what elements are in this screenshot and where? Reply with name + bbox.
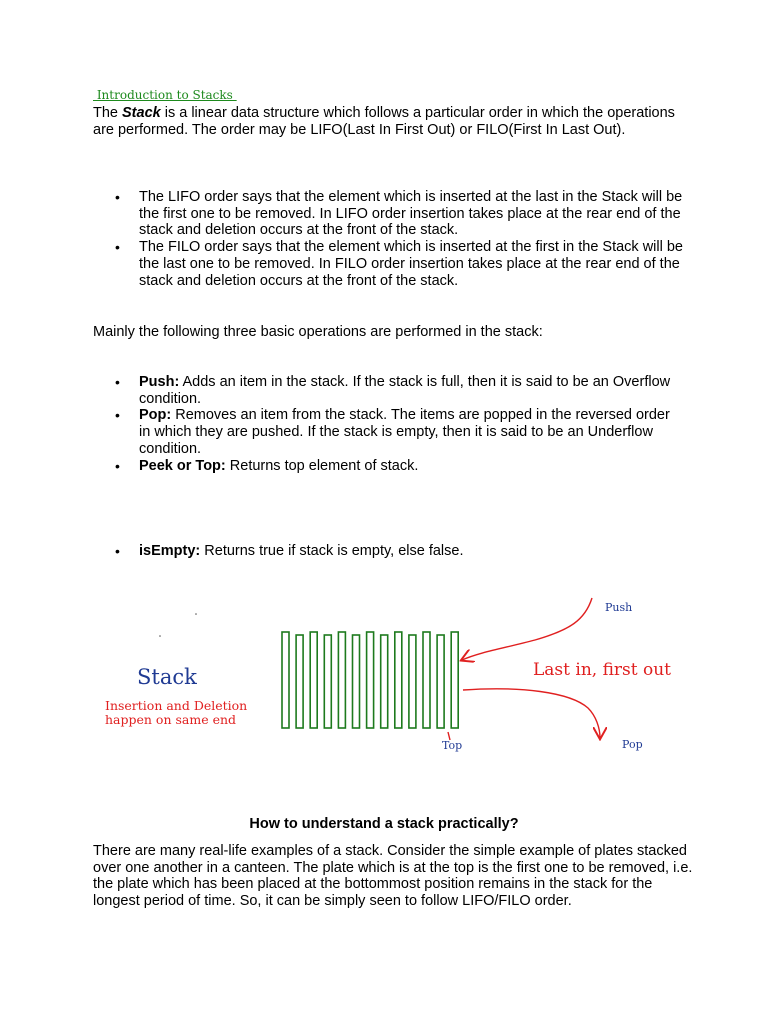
stack-plate: [324, 635, 331, 728]
list-item: [93, 543, 683, 560]
intro-post: is a linear data structure which follows a particular order in which the operations are performed. The order may be LIFO(Last In First Out) or FILO(First In Last Out).: [93, 105, 675, 138]
stack-plate: [282, 632, 289, 728]
stack-plate: [381, 635, 388, 728]
operation-desc: Removes an item from the stack. The items are popped in the reversed order in which they are pushed. If the stack is empty, then it is said to be an Underflow condition.: [139, 407, 670, 457]
list-item: • The FILO order says that the element which is inserted at the first in the Stack will be the last one to be removed. In FILO order insertion takes place at the rear end of the stack and deletion occurs at the front of the stack.: [93, 239, 683, 289]
list-item: [93, 374, 683, 407]
stack-note-line1: Insertion and Deletion: [105, 698, 248, 713]
intro-pre: The: [93, 105, 123, 121]
stack-plate: [338, 632, 345, 728]
practical-heading: How to understand a stack practically?: [249, 816, 519, 832]
operation-desc: Returns true if stack is empty, else false.: [200, 543, 464, 559]
top-label: Top: [442, 739, 463, 752]
stack-plate: [409, 635, 416, 728]
list-item: [93, 458, 683, 475]
pop-arrow: [463, 689, 600, 738]
operation-name: Pop:: [139, 407, 172, 424]
isempty-list: [93, 543, 683, 560]
stack-plate: [437, 635, 444, 728]
operation-name: isEmpty:: [139, 543, 201, 559]
stack-title: Stack: [137, 665, 197, 689]
speck-dot: [195, 613, 197, 615]
practical-paragraph: There are many real-life examples of a stack. Consider the simple example of plates stacked over one another in a canteen. The plate which is at the top is the first one to be removed, i.e. the plate which has been placed at the bottommost position remains in the stack for the longest period of time. So, it can be simply seen to follow LIFO/FILO order.: [93, 843, 693, 909]
list-item: [93, 407, 683, 457]
stack-plate: [367, 632, 374, 728]
list-item: • The LIFO order says that the element which is inserted at the last in the Stack will be the first one to be removed. In LIFO order insertion takes place at the rear end of the stack and deletion occurs at the front of the stack.: [93, 189, 683, 239]
stack-plate: [296, 635, 303, 728]
stack-note-line2: happen on same end: [105, 712, 237, 727]
push-arrow: [462, 598, 592, 660]
stack-diagram: [0, 580, 768, 760]
operation-name: Peek or Top:: [139, 457, 226, 474]
push-label: Push: [605, 601, 633, 614]
operation-desc: Returns top element of stack.: [225, 457, 419, 474]
operations-list: [93, 374, 683, 474]
intro-heading-link[interactable]: Introduction to Stacks: [93, 88, 237, 102]
pop-label: Pop: [622, 738, 643, 751]
operations-intro: Mainly the following three basic operations are performed in the stack:: [93, 324, 543, 340]
operation-desc: Adds an item in the stack. If the stack is full, then it is said to be an Overflow condition.: [139, 374, 671, 407]
order-list: [93, 189, 683, 289]
stack-plates: [282, 632, 458, 728]
stack-plate: [423, 632, 430, 728]
stack-plate: [395, 632, 402, 728]
stack-plate: [451, 632, 458, 728]
operation-name: Push:: [139, 374, 180, 390]
stack-term: Stack: [122, 105, 161, 121]
stack-plate: [310, 632, 317, 728]
intro-paragraph: [93, 105, 693, 138]
speck-dot: [159, 635, 161, 637]
lifo-label: Last in, first out: [533, 660, 672, 680]
stack-plate: [353, 635, 360, 728]
